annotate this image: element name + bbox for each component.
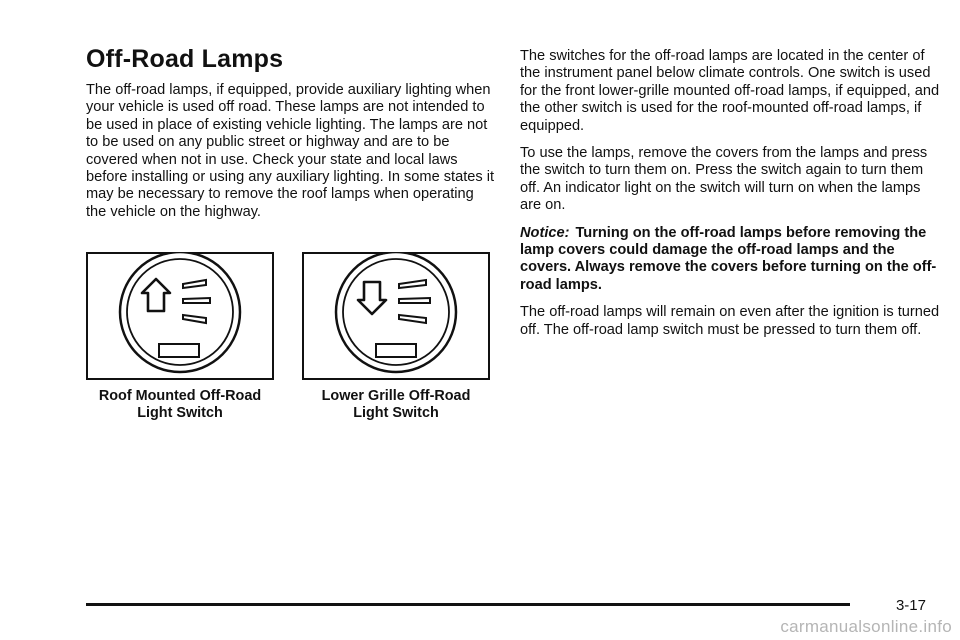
- notice-label: Notice:: [520, 224, 570, 241]
- caption-line: Light Switch: [353, 405, 439, 421]
- page-title: Off-Road Lamps: [86, 45, 284, 73]
- right-column: [520, 48, 940, 349]
- left-column: [86, 44, 496, 231]
- closing-paragraph: The off-road lamps will remain on even after the ignition is turned off. The off-road lamp switch must be pressed to turn them off.: [520, 304, 940, 338]
- notice-paragraph: [520, 225, 940, 295]
- switch-location-paragraph: The switches for the off-road lamps are located in the center of the instrument panel below climate controls. One switch is used for the front lower-grille mounted off-road lamps, if equipped, and the other switch is used for the roof-mounted off-road lamps, if equipped.: [520, 48, 940, 134]
- grille-switch-caption: [302, 388, 490, 422]
- indicator-light: [376, 344, 416, 357]
- grille-lamp-switch-illustration: [302, 252, 490, 380]
- roof-switch-figure: [86, 252, 274, 422]
- roof-lamp-switch-illustration: [86, 252, 274, 380]
- caption-line: Lower Grille Off-Road: [321, 388, 471, 404]
- indicator-light: [159, 344, 199, 357]
- switch-figures: [86, 252, 490, 432]
- notice-text: Turning on the off-road lamps before removing the lamp covers could damage the off-road lamps and the covers. Always remove the covers before turning on the off-road lamps.: [520, 224, 937, 293]
- watermark: carmanualsonline.info: [780, 617, 952, 636]
- intro-paragraph: The off-road lamps, if equipped, provide auxiliary lighting when your vehicle is used off road. These lamps are not intended to be used in place of existing vehicle lighting. The lamps are not to be used on any public street or highway and are to be covered when not in use. Check your state and local laws before installing or using any auxiliary lighting. In some states it may be necessary to remove the roof lamps when operating the vehicle on the highway.: [86, 82, 495, 220]
- roof-switch-caption: [86, 388, 274, 422]
- caption-line: Roof Mounted Off-Road: [98, 388, 262, 404]
- footer-rule: [86, 603, 850, 606]
- usage-paragraph: To use the lamps, remove the covers from the lamps and press the switch to turn them on. Press the switch again to turn them off. An indicator light on the switch will turn on when the lamps are on.: [520, 145, 928, 214]
- grille-switch-figure: [302, 252, 490, 422]
- caption-line: Light Switch: [137, 405, 223, 421]
- page-number: 3-17: [895, 597, 926, 614]
